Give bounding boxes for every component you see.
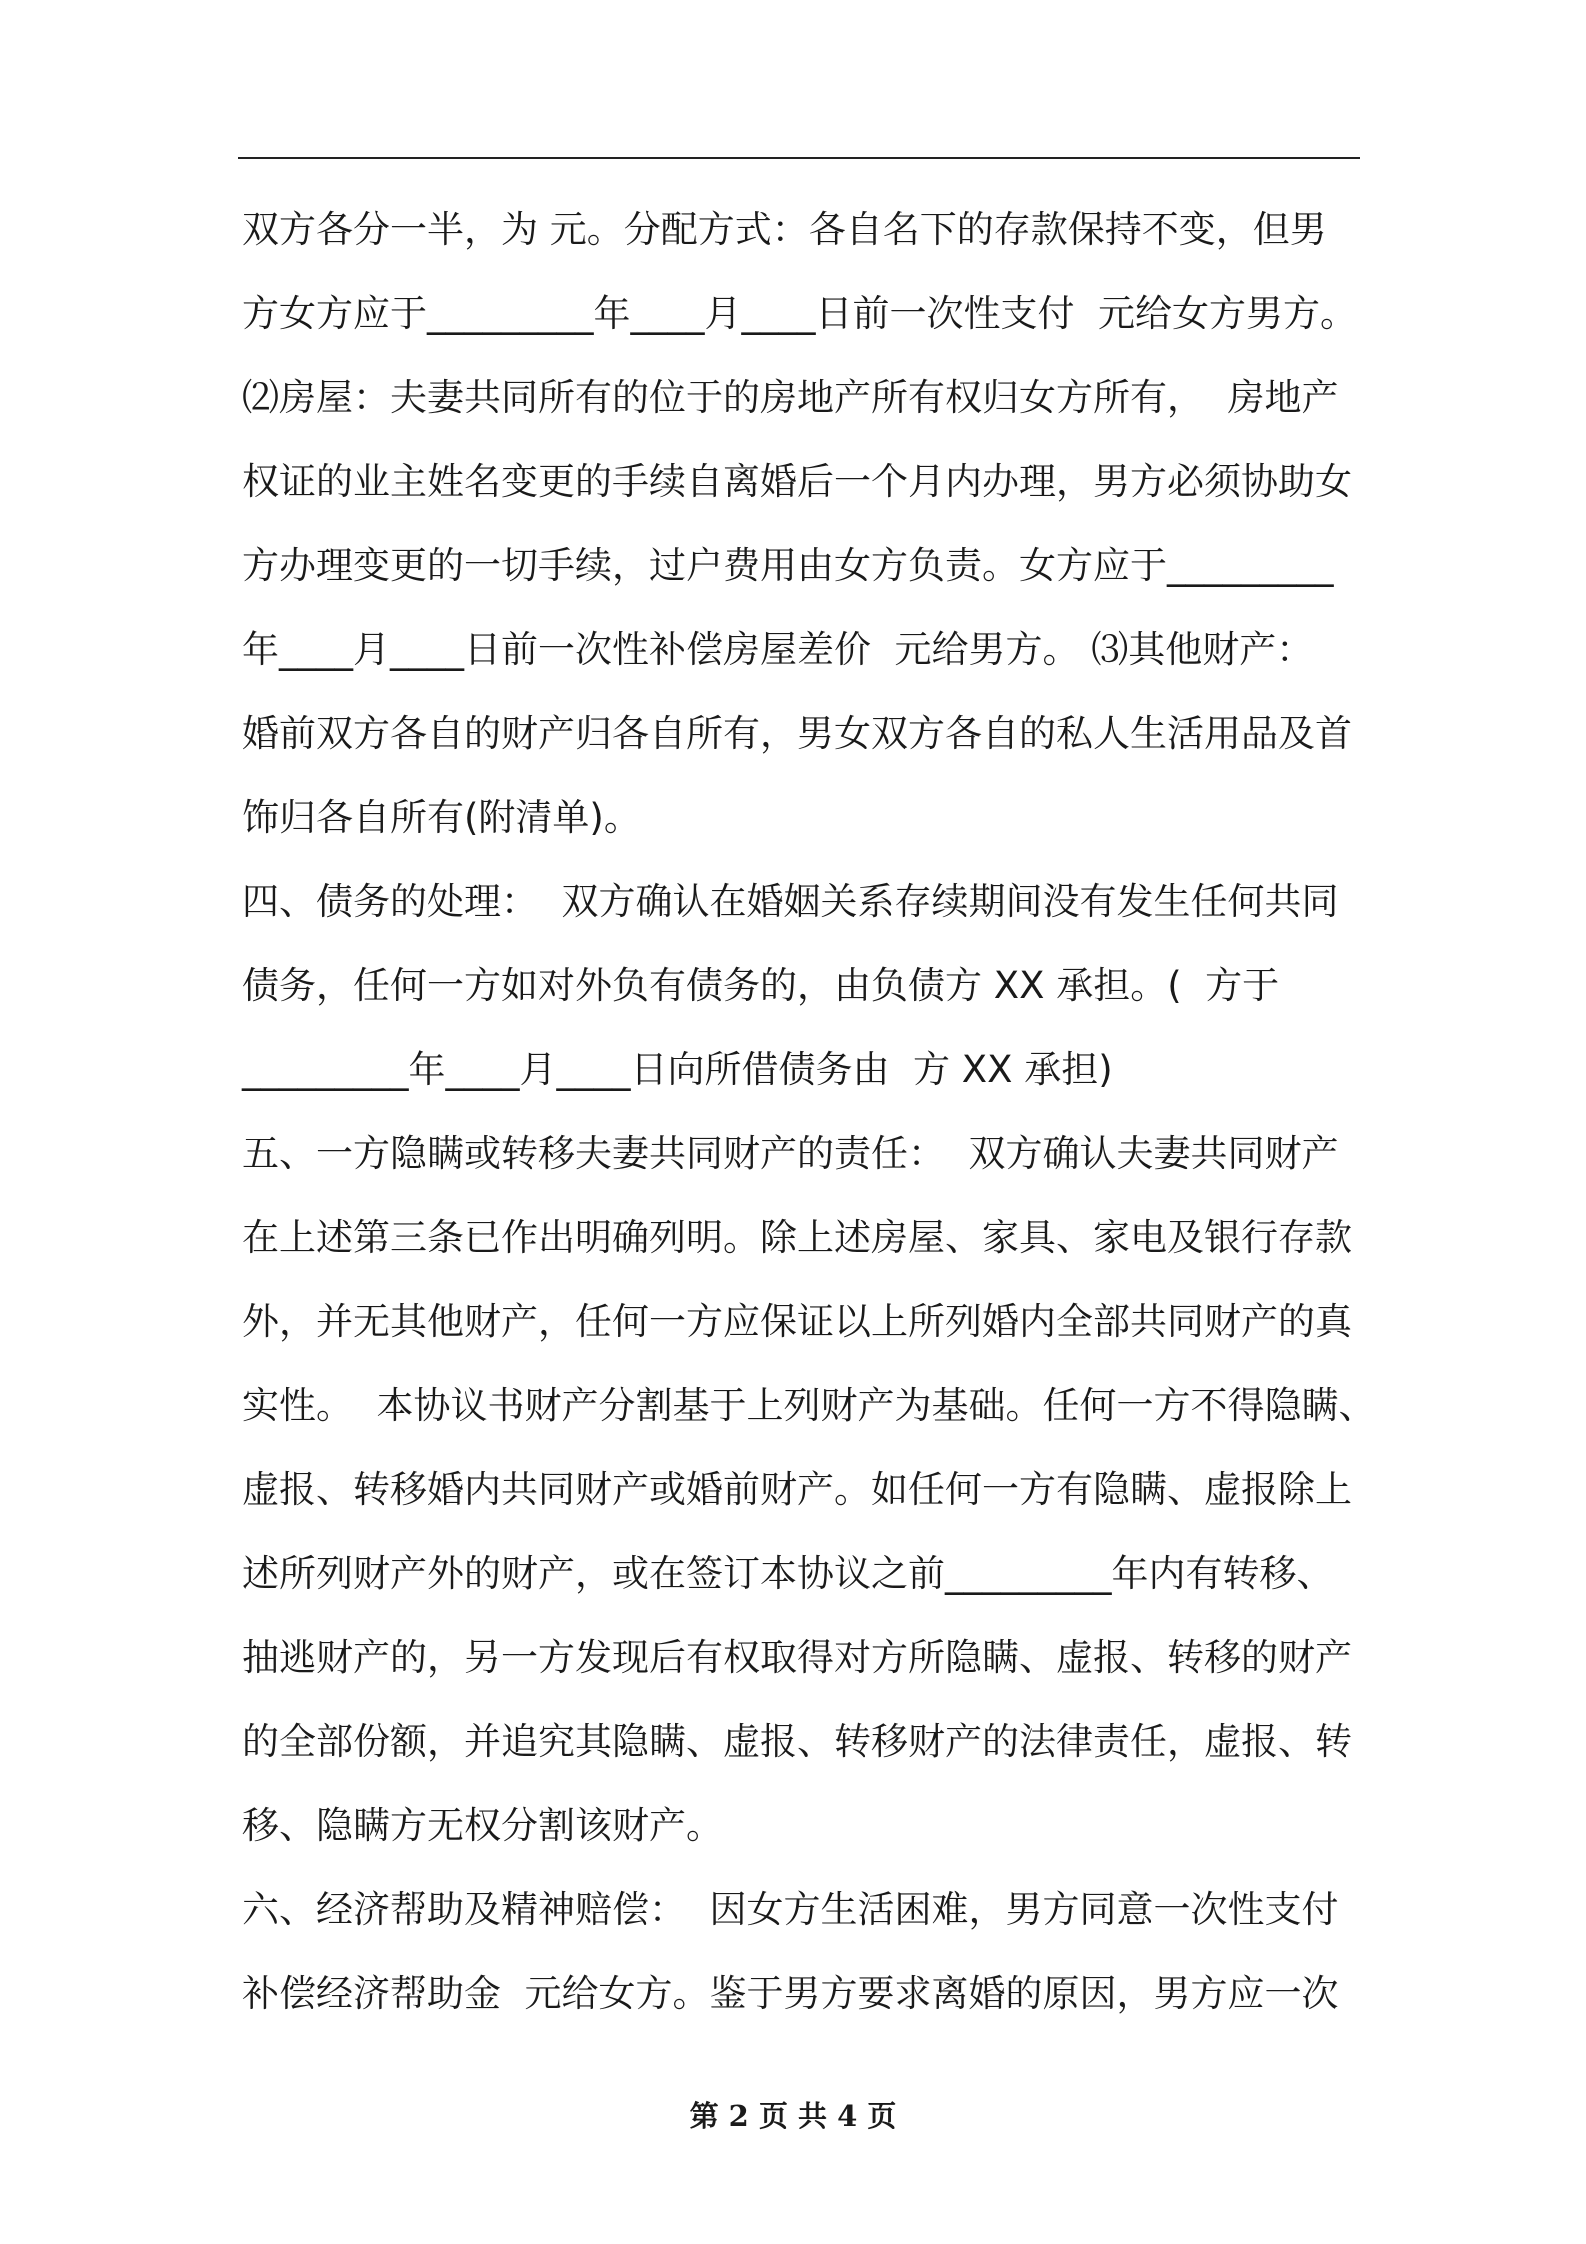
text-line: 婚前双方各自的财产归各自所有，男女双方各自的私人生活用品及首 [242,712,1352,755]
text-line: 实性。 本协议书财产分割基于上列财产为基础。任何一方不得隐瞒、 [242,1384,1376,1427]
header-rule [238,157,1360,159]
document-body [242,188,1376,2036]
text-line: 述所列财产外的财产，或在签订本协议之前_________年内有转移、 [242,1552,1334,1595]
page-number: 第 2 页 共 4 页 [689,2099,897,2133]
text-line: 四、债务的处理： 双方确认在婚姻关系存续期间没有发生任何共同 [242,880,1339,923]
text-line: 债务，任何一方如对外负有债务的，由负债方 XX 承担。( 方于 [242,964,1280,1007]
text-line: 外，并无其他财产，任何一方应保证以上所列婚内全部共同财产的真 [242,1300,1352,1343]
text-line: 补偿经济帮助金 元给女方。鉴于男方要求离婚的原因，男方应一次 [242,1972,1339,2015]
text-line: 方办理变更的一切手续，过户费用由女方负责。女方应于_________ [242,544,1334,587]
text-line: 虚报、转移婚内共同财产或婚前财产。如任何一方有隐瞒、虚报除上 [242,1468,1352,1511]
text-line: 饰归各自所有(附清单)。 [242,796,641,839]
text-line: ⑵房屋：夫妻共同所有的位于的房地产所有权归女方所有， 房地产 [242,376,1339,419]
text-line: 的全部份额，并追究其隐瞒、虚报、转移财产的法律责任，虚报、转 [242,1720,1352,1763]
text-line: 在上述第三条已作出明确列明。除上述房屋、家具、家电及银行存款 [242,1216,1352,1259]
text-line: 五、一方隐瞒或转移夫妻共同财产的责任： 双方确认夫妻共同财产 [242,1132,1339,1175]
text-line: _________年____月____日向所借债务由 方 XX 承担) [242,1048,1113,1091]
text-line: 双方各分一半，为 元。分配方式：各自名下的存款保持不变，但男 [242,208,1327,251]
text-line: 抽逃财产的，另一方发现后有权取得对方所隐瞒、虚报、转移的财产 [242,1636,1352,1679]
text-line: 移、隐瞒方无权分割该财产。 [242,1804,723,1847]
text-line: 权证的业主姓名变更的手续自离婚后一个月内办理，男方必须协助女 [242,460,1352,503]
text-line: 方女方应于_________年____月____日前一次性支付 元给女方男方。 [242,292,1358,335]
text-line: 六、经济帮助及精神赔偿： 因女方生活困难，男方同意一次性支付 [242,1888,1339,1931]
text-line: 年____月____日前一次性补偿房屋差价 元给男方。 ⑶其他财产： [242,628,1314,671]
